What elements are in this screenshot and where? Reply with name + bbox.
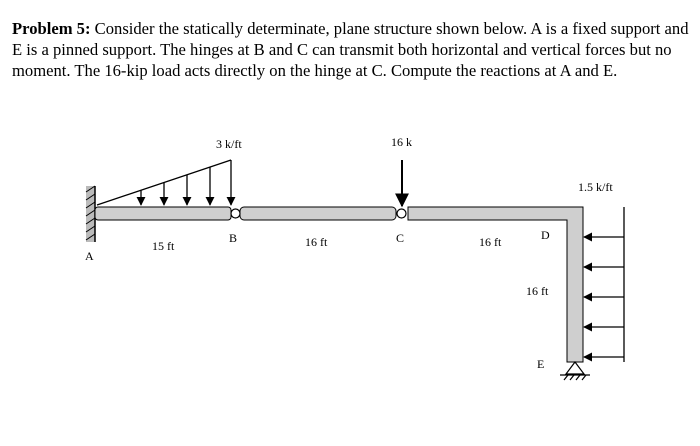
hinge-c — [397, 209, 406, 218]
point-a-label: A — [85, 249, 94, 263]
load-left-label: 3 k/ft — [216, 137, 242, 151]
point-c-label: C — [396, 231, 405, 245]
span-ab-label: 15 ft — [152, 239, 175, 253]
fixed-support-a — [86, 186, 95, 242]
member-cd-de — [408, 207, 583, 362]
problem-heading: Problem 5: — [12, 19, 91, 38]
load-right-label: 1.5 k/ft — [578, 180, 613, 194]
distributed-load-1-5kft — [584, 207, 624, 362]
point-e-label: E — [537, 357, 545, 371]
span-cd-label: 16 ft — [479, 235, 502, 249]
height-de-label: 16 ft — [526, 284, 549, 298]
point-d-label: D — [541, 228, 550, 242]
member-ab — [95, 207, 231, 220]
problem-body: Consider the statically determinate, plane structure shown below. A is a fixed support and E is a pinned support. The hinges at B and C can transmit both horizontal and vertical forces but no moment. The 16-kip load acts directly on the hinge at C. Compute the reactions at A and E. — [12, 19, 689, 80]
point-load-label: 16 k — [391, 135, 412, 149]
point-b-label: B — [229, 231, 238, 245]
member-bc — [240, 207, 396, 220]
distributed-load-3kft — [97, 160, 231, 205]
span-bc-label: 16 ft — [305, 235, 328, 249]
hinge-b — [231, 209, 240, 218]
pinned-support-e — [560, 362, 590, 380]
